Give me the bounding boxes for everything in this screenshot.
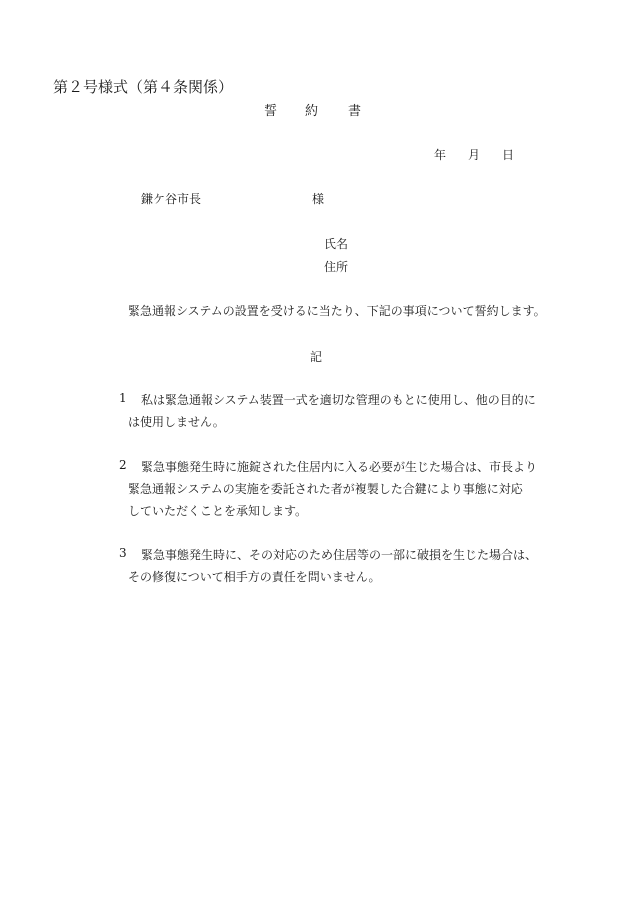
item-line: その修復について相手方の責任を問いません。: [128, 570, 381, 584]
date-day-label: 日: [502, 148, 515, 162]
intro-statement: 緊急通報システムの設置を受けるに当たり、下記の事項について誓約します。: [128, 304, 546, 318]
title-char-2: 約: [305, 104, 319, 119]
item-number: 3: [119, 546, 127, 560]
address-label: 住所: [324, 260, 349, 274]
item-line: 緊急事態発生時に施錠された住居内に入る必要が生じた場合は、市長より: [141, 460, 538, 474]
name-label: 氏名: [324, 237, 349, 251]
title-char-3: 書: [348, 104, 362, 119]
item-line: 緊急事態発生時に、その対応のため住居等の一部に破損を生じた場合は、: [141, 548, 538, 562]
honorific: 様: [312, 192, 325, 206]
item-number: 2: [119, 458, 127, 472]
date-month-label: 月: [468, 148, 481, 162]
item-line: 私は緊急通報システム装置一式を適切な管理のもとに使用し、他の目的に: [141, 393, 536, 407]
document-title: [264, 100, 361, 119]
date-year-label: 年: [434, 148, 447, 162]
item-line: は使用しません。: [128, 415, 225, 429]
title-char-1: 誓: [264, 104, 278, 119]
item-line: していただくことを承知します。: [128, 504, 308, 518]
date-line: [434, 146, 514, 163]
item-line: 緊急通報システムの実施を委託された者が複製した合鍵により事態に対応: [128, 482, 523, 496]
form-number: 第２号様式（第４条関係）: [53, 78, 234, 96]
item-number: 1: [119, 391, 127, 405]
ki-heading: 記: [310, 350, 323, 364]
addressee: 鎌ケ谷市長: [141, 192, 202, 206]
